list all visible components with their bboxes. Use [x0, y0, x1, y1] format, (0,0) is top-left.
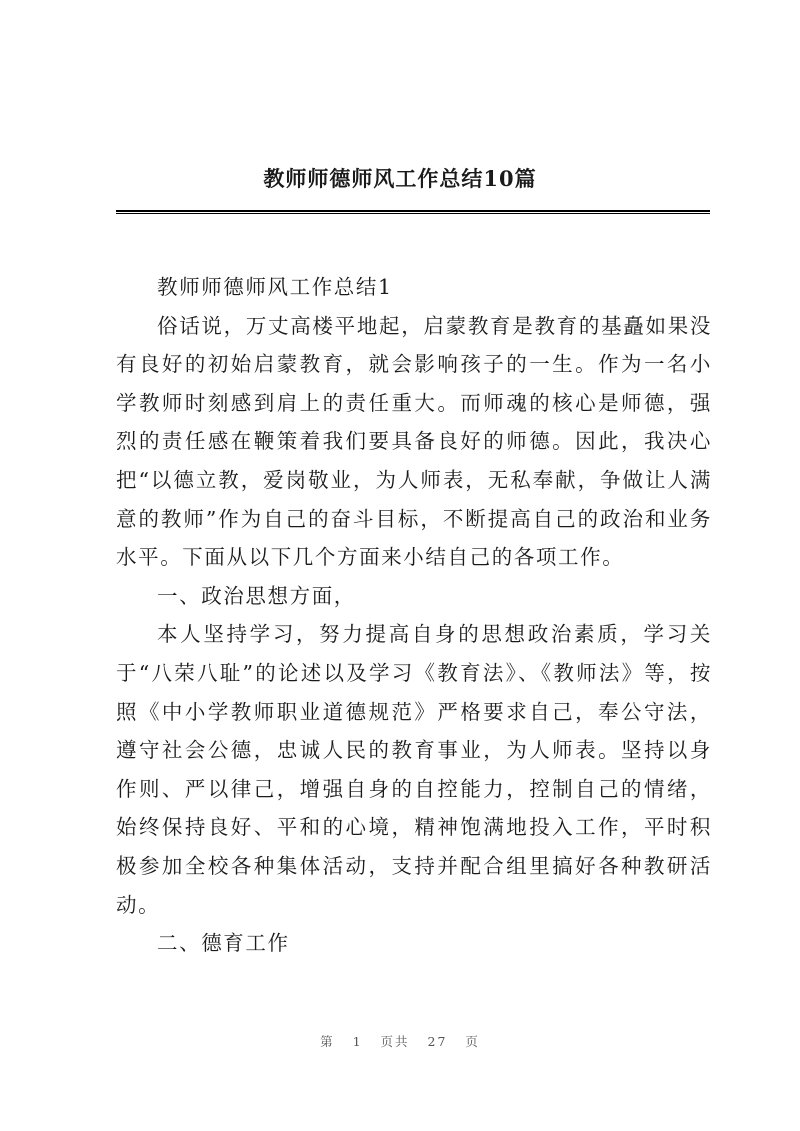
document-body: [116, 268, 712, 963]
footer-prefix: 第: [320, 1034, 335, 1049]
section-heading: 二、德育工作: [157, 931, 290, 956]
document-title: 教师师德师风工作总结10篇: [263, 166, 537, 191]
footer-current-page: 1: [352, 1034, 363, 1049]
page-footer: [0, 1032, 800, 1050]
body-paragraph: 俗话说，万丈高楼平地起，启蒙教育是教育的基矗如果没有良好的初始启蒙教育，就会影响孩子的一生。作为一名小学教师时刻感到肩上的责任重大。而师魂的核心是师德，强烈的责任感在鞭策着我们要具备良好的师德。因此，我决心把“以德立教，爱岗敬业，为人师表，无私奉献，争做让人满意的教师”作为自己的奋斗目标，不断提高自己的政治和业务水平。下面从以下几个方面来小结自己的各项工作。: [116, 313, 712, 570]
title-divider: [116, 210, 710, 214]
section-heading: 教师师德师风工作总结1: [157, 275, 393, 299]
footer-suffix: 页: [465, 1034, 480, 1049]
section-heading: 一、政治思想方面，: [157, 583, 356, 608]
footer-middle: 页共: [380, 1034, 410, 1049]
body-paragraph: 本人坚持学习，努力提高自身的思想政治素质，学习关于“八荣八耻”的论述以及学习《教育法》、《教师法》等，按照《中小学教师职业道德规范》严格要求自己，奉公守法，遵守社会公德，忠诚人民的教育事业，为人师表。坚持以身作则、严以律己，增强自身的自控能力，控制自己的情绪，始终保持良好、平和的心境，精神饱满地投入工作，平时积极参加全校各种集体活动，支持并配合组里搞好各种教研活动。: [116, 622, 712, 917]
footer-total-pages: 27: [427, 1034, 448, 1049]
